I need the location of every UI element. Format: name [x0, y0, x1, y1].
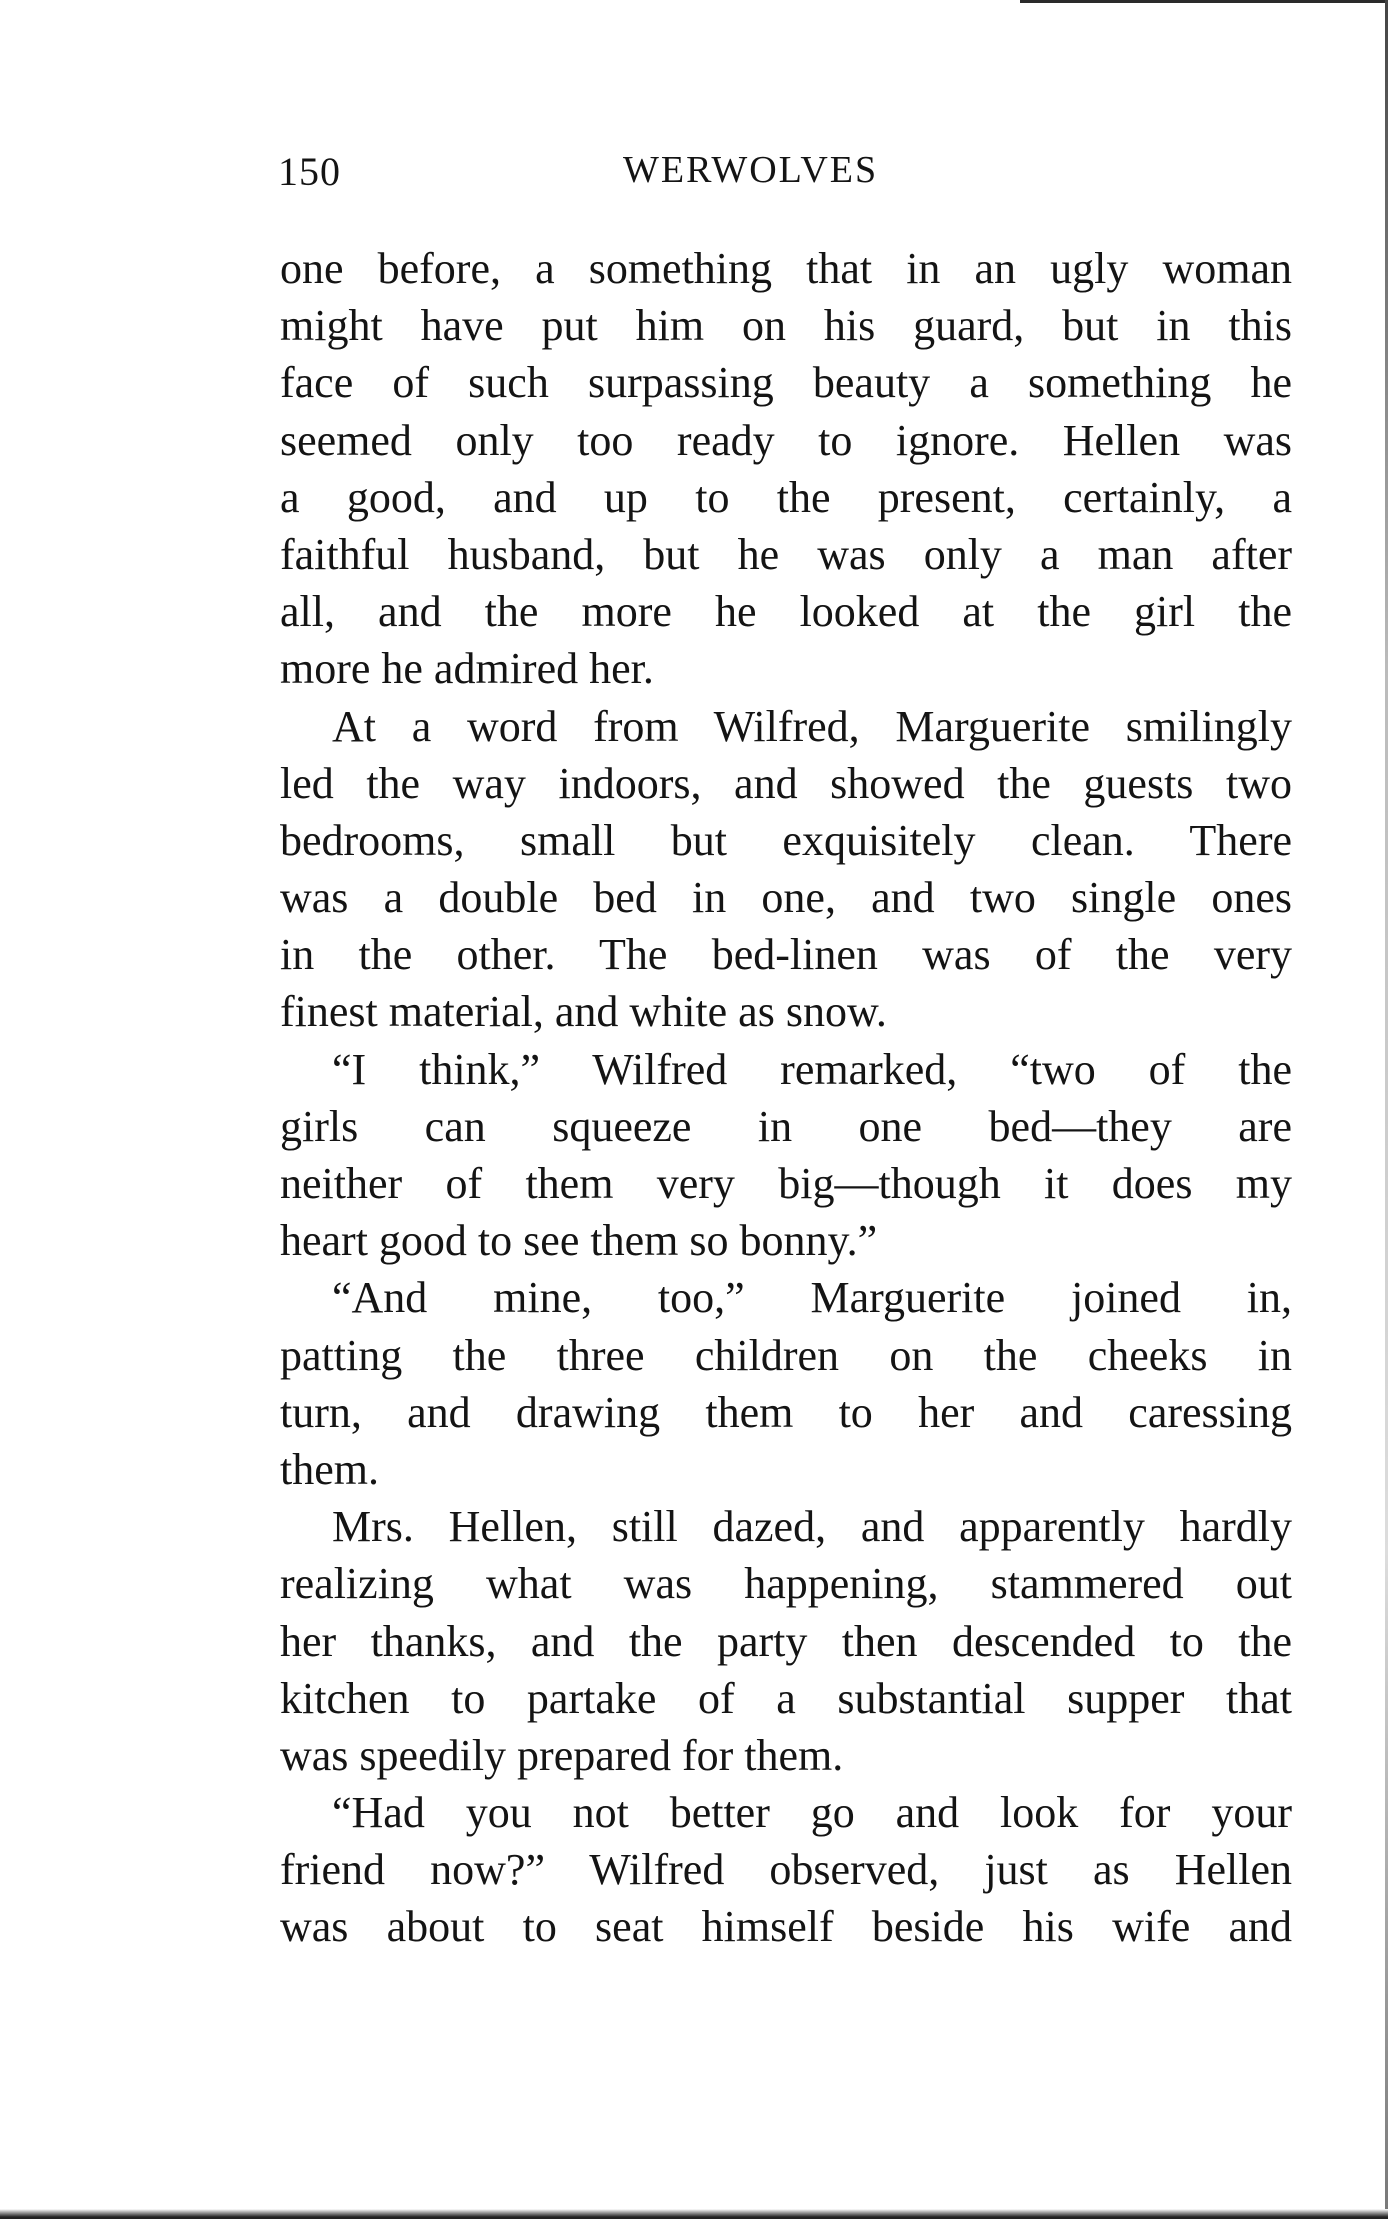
paragraph-start-line: “Had you not better go and look for your [332, 1788, 1292, 1838]
text-line: face of such surpassing beauty a something he [280, 358, 1292, 408]
text-line: might have put him on his guard, but in this [280, 301, 1292, 351]
page-edge-bottom [0, 2209, 1388, 2219]
text-line: faithful husband, but he was only a man after [280, 529, 1292, 579]
text-line: all, and the more he looked at the girl the [280, 587, 1292, 637]
page-edge-top [1020, 0, 1388, 3]
text-line: heart good to see them so bonny.” [280, 1216, 878, 1266]
text-line: kitchen to partake of a substantial supper that [280, 1673, 1292, 1723]
text-line: was speedily prepared for them. [280, 1730, 844, 1780]
text-line: led the way indoors, and showed the guests two [280, 758, 1292, 808]
text-line: realizing what was happening, stammered out [280, 1559, 1292, 1609]
paragraph-start-line: “I think,” Wilfred remarked, “two of the [332, 1044, 1292, 1094]
text-line: them. [280, 1444, 379, 1494]
text-line: patting the three children on the cheeks in [280, 1330, 1292, 1380]
text-line: was a double bed in one, and two single ones [280, 873, 1292, 923]
running-head: WERWOLVES [623, 149, 879, 191]
text-line: finest material, and white as snow. [280, 987, 887, 1037]
text-line: one before, a something that in an ugly woman [280, 244, 1292, 293]
text-line: more he admired her. [280, 644, 654, 694]
text-line: girls can squeeze in one bed—they are [280, 1101, 1292, 1151]
body-text [280, 240, 1292, 1956]
text-line: a good, and up to the present, certainly, a [280, 472, 1292, 522]
text-line: bedrooms, small but exquisitely clean. There [280, 815, 1292, 865]
text-line: turn, and drawing them to her and caressing [280, 1387, 1292, 1437]
page-header [278, 148, 948, 198]
text-line: friend now?” Wilfred observed, just as Hellen [280, 1845, 1292, 1895]
paragraph-start-line: At a word from Wilfred, Marguerite smilingly [332, 701, 1292, 751]
paragraph-start-line: “And mine, too,” Marguerite joined in, [332, 1273, 1292, 1323]
text-line: in the other. The bed-linen was of the very [280, 930, 1292, 980]
text-line: was about to seat himself beside his wife and [280, 1902, 1292, 1952]
text-line: her thanks, and the party then descended to the [280, 1616, 1292, 1666]
page-number: 150 [278, 149, 341, 194]
text-line: neither of them very big—though it does my [280, 1159, 1292, 1208]
paragraph-start-line: Mrs. Hellen, still dazed, and apparently hardly [332, 1502, 1292, 1552]
text-line: seemed only too ready to ignore. Hellen was [280, 415, 1292, 465]
